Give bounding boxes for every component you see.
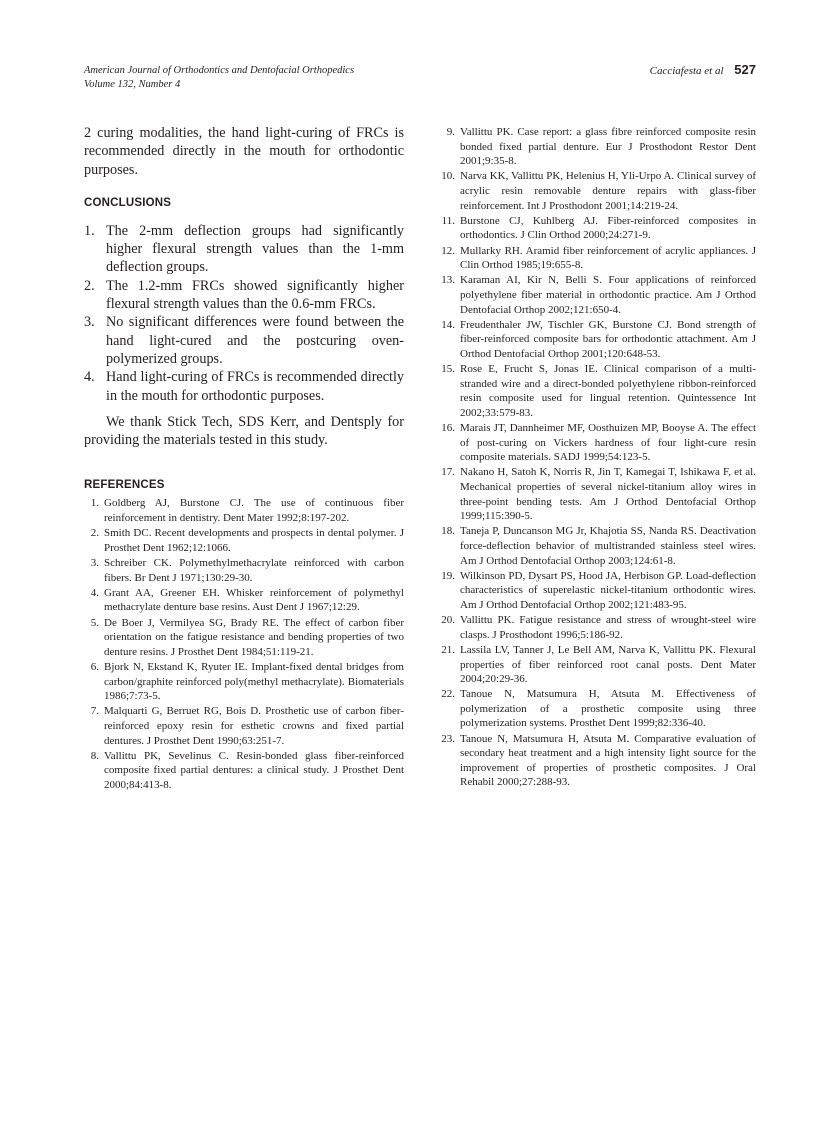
item-text: Vallittu PK, Sevelinus C. Resin-bonded glass fiber-reinforced composite fixed partial dentures: a clinical study. J Prosthet Dent 2000;84:413-8. [104, 749, 404, 791]
item-number: 2. [90, 527, 99, 540]
item-number: 6. [90, 660, 99, 673]
reference-item [440, 687, 756, 731]
reference-item [440, 169, 756, 213]
reference-item [84, 556, 404, 585]
reference-item [440, 524, 756, 568]
item-text: De Boer J, Vermilyea SG, Brady RE. The effect of carbon fiber orientation on the fatigue resistance and bending properties of two denture resins. J Prosthet Dent 1984;51:119-21. [104, 616, 404, 658]
item-text: The 2-mm deflection groups had significantly higher flexural strength values than the 1-mm deflection groups. [106, 222, 404, 276]
item-text: Goldberg AJ, Burstone CJ. The use of continuous fiber reinforcement in dentistry. Dent Mater 1992;8:197-202. [104, 497, 404, 525]
item-number: 20. [441, 614, 455, 627]
reference-item [84, 749, 404, 793]
reference-item [440, 214, 756, 243]
item-number: 2. [84, 277, 95, 294]
references-heading: REFERENCES [84, 479, 165, 492]
reference-item [440, 613, 756, 642]
item-text: Vallittu PK. Case report: a glass fibre reinforced composite resin bonded fixed partial denture. Eur J Prosthodont Restor Dent 2001;9:35-8. [460, 126, 756, 168]
item-number: 13. [441, 274, 455, 287]
item-text: Lassila LV, Tanner J, Le Bell AM, Narva K, Vallittu PK. Flexural properties of fiber reinforced root canal posts. Dent Mater 2004;20:29-36. [460, 643, 756, 686]
conclusions-heading: CONCLUSIONS [84, 196, 172, 209]
item-text: Malquarti G, Berruet RG, Bois D. Prosthetic use of carbon fiber-reinforced epoxy resin for esthetic crowns and fixed partial dentures. J Prosthet Dent 1990;63:251-7. [104, 705, 404, 747]
references-list-left [84, 496, 404, 792]
item-text: Vallittu PK. Fatigue resistance and stress of wrought-steel wire clasps. J Prosthodont 1996;5:186-92. [460, 614, 756, 641]
item-number: 1. [90, 497, 99, 510]
item-number: 23. [441, 732, 455, 745]
reference-item [84, 704, 404, 748]
item-number: 21. [441, 643, 455, 656]
item-text: Smith DC. Recent developments and prospects in dental polymer. J Prosthet Dent 1962;12:1066. [104, 527, 404, 554]
item-number: 8. [90, 749, 99, 762]
reference-item [440, 244, 756, 273]
item-text: Taneja P, Duncanson MG Jr, Khajotia SS, Nanda RS. Deactivation force-deflection behavior of multistranded stainless steel wires. Am J Orthod Dentofacial Orthop 2003;124:61-8. [460, 525, 756, 567]
reference-item [84, 496, 404, 525]
item-number: 14. [441, 318, 455, 331]
reference-item [440, 421, 756, 465]
reference-item [440, 732, 756, 790]
reference-item [84, 660, 404, 704]
item-number: 22. [441, 688, 455, 701]
item-text: No significant differences were found between the hand light-cured and the postcuring oven-polymerized groups. [106, 314, 404, 367]
conclusion-item [84, 368, 404, 405]
item-text: Karaman AI, Kir N, Belli S. Four applications of reinforced polyethylene fiber material in orthodontic practice. Am J Orthod Dentofacial Orthop 2002;121:650-4. [460, 274, 756, 316]
page-number: 527 [734, 62, 756, 77]
journal-volume: Volume 132, Number 4 [84, 79, 181, 90]
item-number: 16. [441, 422, 455, 435]
journal-title: American Journal of Orthodontics and Dentofacial Orthopedics [84, 65, 355, 76]
reference-item [84, 526, 404, 555]
item-number: 15. [441, 363, 455, 376]
reference-item [84, 586, 404, 615]
item-number: 7. [90, 705, 99, 718]
item-text: Burstone CJ, Kuhlberg AJ. Fiber-reinforced composites in orthodontics. J Clin Orthod 2000;24:271-9. [460, 214, 756, 242]
references-list-right [440, 125, 756, 790]
item-text: Bjork N, Ekstand K, Ryuter IE. Implant-fixed dental bridges from carbon/graphite reinforced poly(methyl methacrylate). Biomaterials 1986;7:73-5. [104, 660, 404, 703]
conclusion-item [84, 222, 404, 277]
item-text: Marais JT, Dannheimer MF, Oosthuizen MP, Booyse A. The effect of post-curing on Vickers hardness of four light-cure resin composite materials. SADJ 1999;54:123-5. [460, 422, 756, 464]
reference-item [440, 465, 756, 523]
item-number: 9. [446, 126, 455, 138]
reference-item [84, 616, 404, 660]
item-text: Rose E, Frucht S, Jonas IE. Clinical comparison of a multi-stranded wire and a direct-bonded polyethylene ribbon-reinforced resin composite used for lingual retention. Quintessence Int 2002;33:579-83. [460, 363, 756, 419]
item-text: Wilkinson PD, Dysart PS, Hood JA, Herbison GP. Load-deflection characteristics of superelastic nickel-titanium orthodontic wires. Am J Orthod Dentofacial Orthop 2002;121:483-95. [460, 569, 756, 611]
item-number: 18. [441, 525, 455, 538]
right-column [440, 125, 756, 791]
item-number: 10. [441, 170, 455, 183]
reference-item [440, 125, 756, 169]
item-number: 12. [441, 244, 455, 257]
item-number: 11. [441, 214, 455, 227]
reference-item [440, 362, 756, 420]
item-text: Grant AA, Greener EH. Whisker reinforcement of polymethyl methacrylate denture base resins. Aust Dent J 1967;12:29. [104, 586, 404, 614]
item-number: 19. [441, 569, 455, 582]
conclusion-item [84, 313, 404, 368]
acknowledgment: We thank Stick Tech, SDS Kerr, and Dentsply for providing the materials tested in this study. [84, 413, 404, 449]
running-header [84, 64, 354, 92]
left-column [84, 124, 404, 793]
item-number: 17. [441, 466, 455, 479]
item-text: Tanoue N, Matsumura H, Atsuta M. Comparative evaluation of secondary heat treatment and a high intensity light source for the improvement of properties of prosthetic composites. J Oral Rehabil 2000;27:288-93. [460, 732, 756, 789]
item-text: Nakano H, Satoh K, Norris R, Jin T, Kamegai T, Ishikawa F, et al. Mechanical properties of several nickel-titanium alloy wires in three-point bending tests. Am J Orthod Dentofacial Orthop 1999;115:390-5. [460, 466, 756, 523]
item-text: Narva KK, Vallittu PK, Helenius H, Yli-Urpo A. Clinical survey of acrylic resin removable denture repairs with glass-fiber reinforcement. Int J Prosthodont 2001;14:219-24. [460, 170, 756, 212]
reference-item [440, 569, 756, 613]
item-text: Tanoue N, Matsumura H, Atsuta M. Effectiveness of polymerization of a prosthetic composite using three polymerization systems. Prosthet Dent 1999;82:336-40. [460, 688, 756, 730]
reference-item [440, 643, 756, 687]
intro-paragraph: 2 curing modalities, the hand light-curing of FRCs is recommended directly in the mouth for orthodontic purposes. [84, 125, 404, 178]
item-number: 5. [90, 616, 99, 629]
reference-item [440, 318, 756, 362]
author-running-head: Cacciafesta et al [649, 65, 724, 77]
item-number: 3. [90, 557, 99, 570]
item-number: 4. [90, 586, 99, 599]
item-number: 1. [84, 222, 95, 239]
reference-item [440, 273, 756, 317]
item-number: 3. [84, 314, 95, 331]
item-text: Mullarky RH. Aramid fiber reinforcement of acrylic appliances. J Clin Orthod 1985;19:655-8. [460, 244, 756, 272]
item-number: 4. [84, 369, 95, 386]
conclusions-list [84, 222, 404, 405]
item-text: Schreiber CK. Polymethylmethacrylate reinforced with carbon fibers. Br Dent J 1971;130:29-30. [104, 557, 404, 584]
item-text: Hand light-curing of FRCs is recommended directly in the mouth for orthodontic purposes. [106, 369, 404, 404]
running-header-right [650, 62, 756, 77]
conclusion-item [84, 277, 404, 314]
item-text: The 1.2-mm FRCs showed significantly higher flexural strength values than the 0.6-mm FRCs. [106, 277, 404, 313]
item-text: Freudenthaler JW, Tischler GK, Burstone CJ. Bond strength of fiber-reinforced composite bars for orthodontic attachment. Am J Orthod Dentofacial Orthop 2001;120:648-53. [460, 318, 756, 360]
